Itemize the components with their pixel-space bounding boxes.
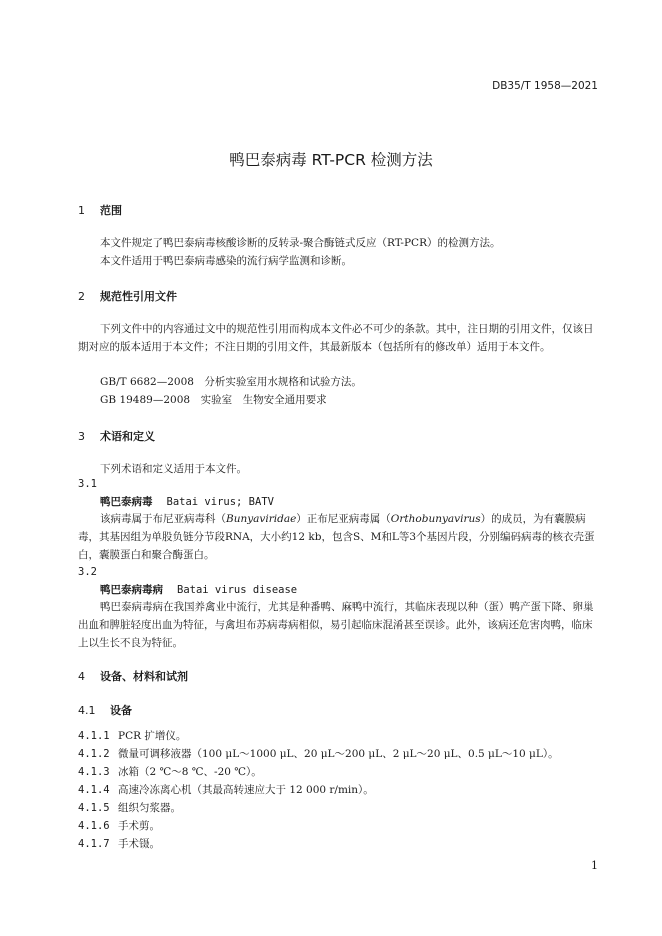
- subsection-number: 4.1: [78, 704, 96, 717]
- normative-reference: GB/T 6682—2008 分析实验室用水规格和试验方法。: [100, 376, 362, 388]
- item-text: 微量可调移液器（100 μL～1000 μL、20 μL～200 μL、2 μL～20 μL、0.5 μL～10 μL）。: [118, 748, 559, 760]
- section-title: 规范性引用文件: [100, 290, 177, 303]
- item-text: PCR 扩增仪。: [118, 730, 187, 742]
- term-zh: 鸭巴泰病毒病: [100, 584, 163, 596]
- item-text: 组织匀浆器。: [118, 802, 181, 814]
- item-text: 手术镊。: [118, 838, 160, 850]
- equipment-item: [78, 800, 181, 815]
- paragraph: 本文件规定了鸭巴泰病毒核酸诊断的反转录-聚合酶链式反应（RT-PCR）的检测方法。: [100, 237, 501, 249]
- item-text: 手术剪。: [118, 820, 160, 832]
- section-2-heading: [78, 288, 177, 304]
- item-number: 4.1.7: [78, 838, 110, 850]
- item-number: 4.1.6: [78, 820, 110, 832]
- item-number: 4.1.1: [78, 730, 110, 742]
- term-title: [100, 582, 297, 597]
- section-number: 2: [78, 290, 85, 303]
- equipment-item: [78, 818, 160, 833]
- standard-code: DB35/T 1958—2021: [492, 80, 598, 92]
- item-number: 4.1.4: [78, 784, 110, 796]
- section-title: 术语和定义: [100, 430, 155, 443]
- paragraph: 下列文件中的内容通过文中的规范性引用而构成本文件必不可少的条款。其中，注日期的引用文件，仅该日期对应的版本适用于本文件；不注日期的引用文件，其最新版本（包括所有的修改单）适用于本文件。: [78, 323, 594, 353]
- section-3-heading: [78, 428, 155, 444]
- paragraph: 下列术语和定义适用于本文件。: [100, 463, 247, 475]
- term-definition: 鸭巴泰病毒病在我国养禽业中流行，尤其是种番鸭、麻鸭中流行，其临床表现以种（蛋）鸭产蛋下降、卵巢出血和脾脏轻度出血为特征，与禽坦布苏病毒病相似，易引起临床混淆甚至误诊。此外，该病还危害肉鸭，临床上以生长不良为特征。: [78, 601, 594, 649]
- item-text: 冰箱（2 ℃～8 ℃、-20 ℃）。: [118, 766, 262, 778]
- term-number: 3.1: [78, 478, 97, 490]
- equipment-item: [78, 728, 186, 743]
- subsection-4-1-heading: [78, 702, 132, 718]
- section-title: 范围: [100, 204, 122, 217]
- item-number: 4.1.5: [78, 802, 110, 814]
- section-4-heading: [78, 668, 188, 684]
- taxon-family: Bunyaviridae: [226, 513, 297, 525]
- page-number: 1: [591, 859, 598, 872]
- definition-text: 该病毒属于布尼亚病毒科（: [100, 513, 226, 525]
- item-number: 4.1.3: [78, 766, 110, 778]
- equipment-item: [78, 836, 160, 851]
- subsection-title: 设备: [110, 704, 132, 717]
- normative-reference: GB 19489—2008 实验室 生物安全通用要求: [100, 394, 327, 406]
- definition-text: ）正布尼亚病毒属（: [296, 513, 391, 525]
- item-number: 4.1.2: [78, 748, 110, 760]
- term-zh: 鸭巴泰病毒: [100, 496, 153, 508]
- term-en: Batai virus disease: [177, 584, 298, 596]
- paragraph: 本文件适用于鸭巴泰病毒感染的流行病学监测和诊断。: [100, 255, 352, 267]
- definition-text: ）的成员，为有囊膜病毒，其基因组为单股负链分节段RNA，大小约12 kb，包含S、M和L等3个基因片段，分别编码病毒的核衣壳蛋白，囊膜蛋白和聚合酶蛋白。: [78, 513, 595, 561]
- equipment-item: [78, 746, 559, 761]
- term-number: 3.2: [78, 566, 97, 578]
- taxon-genus: Orthobunyavirus: [390, 513, 481, 525]
- equipment-item: [78, 782, 374, 797]
- item-text: 高速冷冻离心机（其最高转速应大于 12 000 r/min）。: [118, 784, 374, 796]
- section-title: 设备、材料和试剂: [100, 670, 188, 683]
- document-title: 鸭巴泰病毒 RT-PCR 检测方法: [229, 151, 433, 169]
- term-definition: [78, 510, 600, 564]
- section-number: 3: [78, 430, 85, 443]
- section-number: 1: [78, 204, 85, 217]
- section-1-heading: [78, 202, 122, 218]
- term-en: Batai virus; BATV: [166, 496, 274, 508]
- term-title: [100, 494, 274, 509]
- section-number: 4: [78, 670, 85, 683]
- equipment-item: [78, 764, 262, 779]
